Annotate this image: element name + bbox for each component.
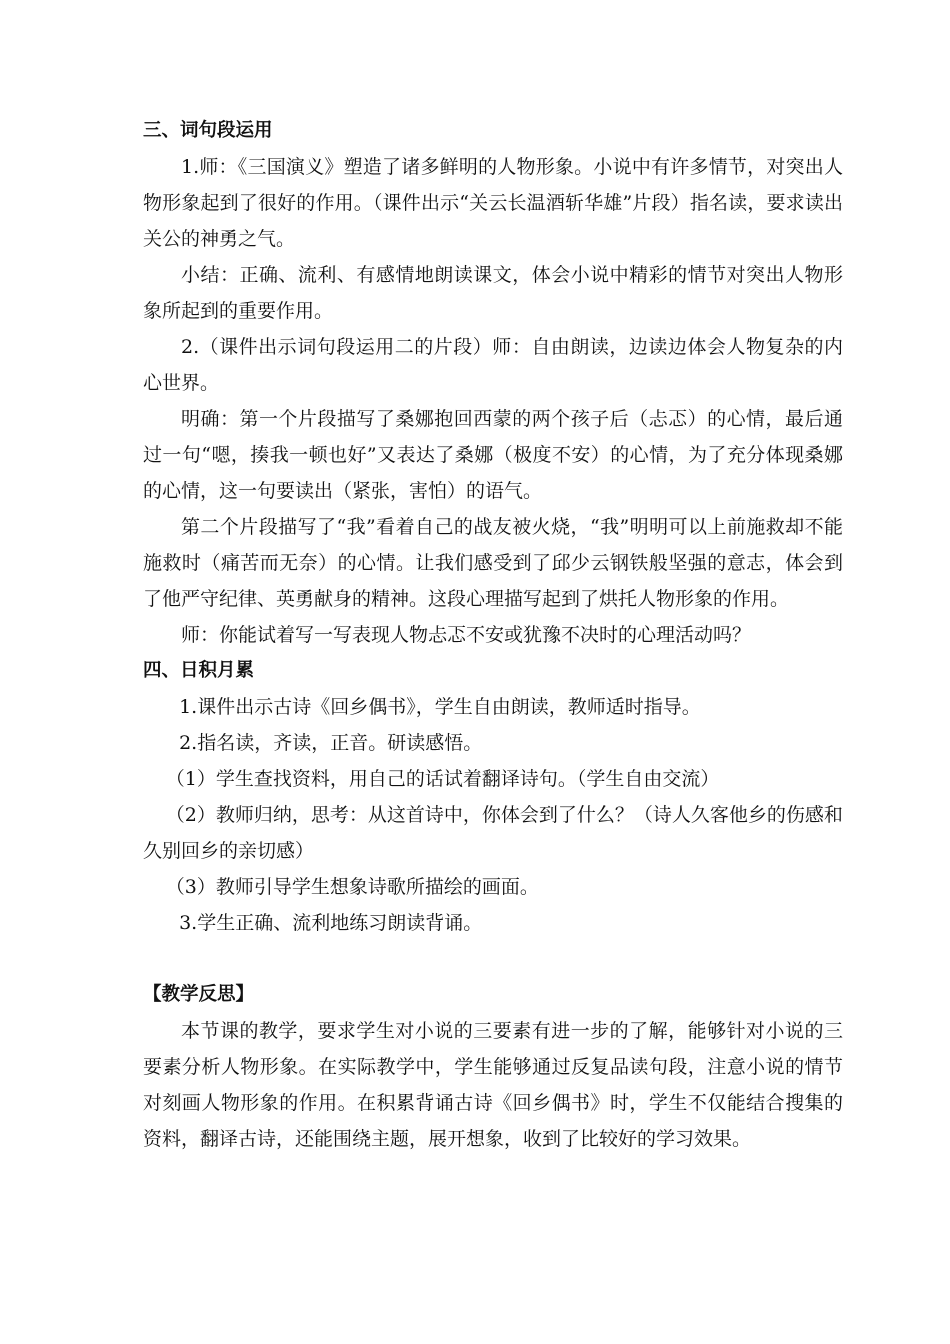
sub-list-item: （2）教师归纳，思考：从这首诗中，你体会到了什么？（诗人久客他乡的伤感和久别回乡的亲切感）: [143, 804, 843, 862]
spacer: [143, 941, 843, 977]
paragraph: 第二个片段描写了“我”看着自己的战友被火烧，“我”明明可以上前施救却不能施救时（痛苦而无奈）的心情。让我们感受到了邱少云钢铁般坚强的意志，体会到了他严守纪律、英勇献身的精神。这段心理描写起到了烘托人物形象的作用。: [143, 516, 843, 610]
list-item: 3.学生正确、流利地练习朗读背诵。: [179, 912, 483, 934]
section-heading-accumulation: 四、日积月累: [143, 660, 255, 681]
list-item: 2.指名读，齐读，正音。研读感悟。: [179, 732, 483, 754]
section-heading-vocabulary: 三、词句段运用: [143, 120, 273, 141]
paragraph: 本节课的教学，要求学生对小说的三要素有进一步的了解，能够针对小说的三要素分析人物形象。在实际教学中，学生能够通过反复品读句段，注意小说的情节对刻画人物形象的作用。在积累背诵古诗《回乡偶书》时，学生不仅能结合搜集的资料，翻译古诗，还能围绕主题，展开想象，收到了比较好的学习效果。: [143, 1020, 843, 1150]
document-body: [143, 113, 843, 1157]
paragraph: 师：你能试着写一写表现人物忐忑不安或犹豫不决时的心理活动吗？: [181, 624, 752, 646]
paragraph: 小结：正确、流利、有感情地朗读课文，体会小说中精彩的情节对突出人物形象所起到的重要作用。: [143, 264, 843, 322]
paragraph: 1.师：《三国演义》塑造了诸多鲜明的人物形象。小说中有许多情节，对突出人物形象起到了很好的作用。（课件出示“关云长温酒斩华雄”片段）指名读，要求读出关公的神勇之气。: [143, 156, 843, 250]
section-heading-reflection: 【教学反思】: [143, 984, 255, 1005]
paragraph: 2.（课件出示词句段运用二的片段）师：自由朗读，边读边体会人物复杂的内心世界。: [143, 336, 843, 394]
list-item: 1.课件出示古诗《回乡偶书》，学生自由朗读，教师适时指导。: [179, 696, 701, 718]
sub-list-item: （1）学生查找资料，用自己的话试着翻译诗句。（学生自由交流）: [165, 768, 720, 790]
paragraph: 明确：第一个片段描写了桑娜抱回西蒙的两个孩子后（忐忑）的心情，最后通过一句“嗯，揍我一顿也好”又表达了桑娜（极度不安）的心情，为了充分体现桑娜的心情，这一句要读出（紧张，害怕）的语气。: [143, 408, 843, 502]
sub-list-item: （3）教师引导学生想象诗歌所描绘的画面。: [165, 876, 539, 898]
